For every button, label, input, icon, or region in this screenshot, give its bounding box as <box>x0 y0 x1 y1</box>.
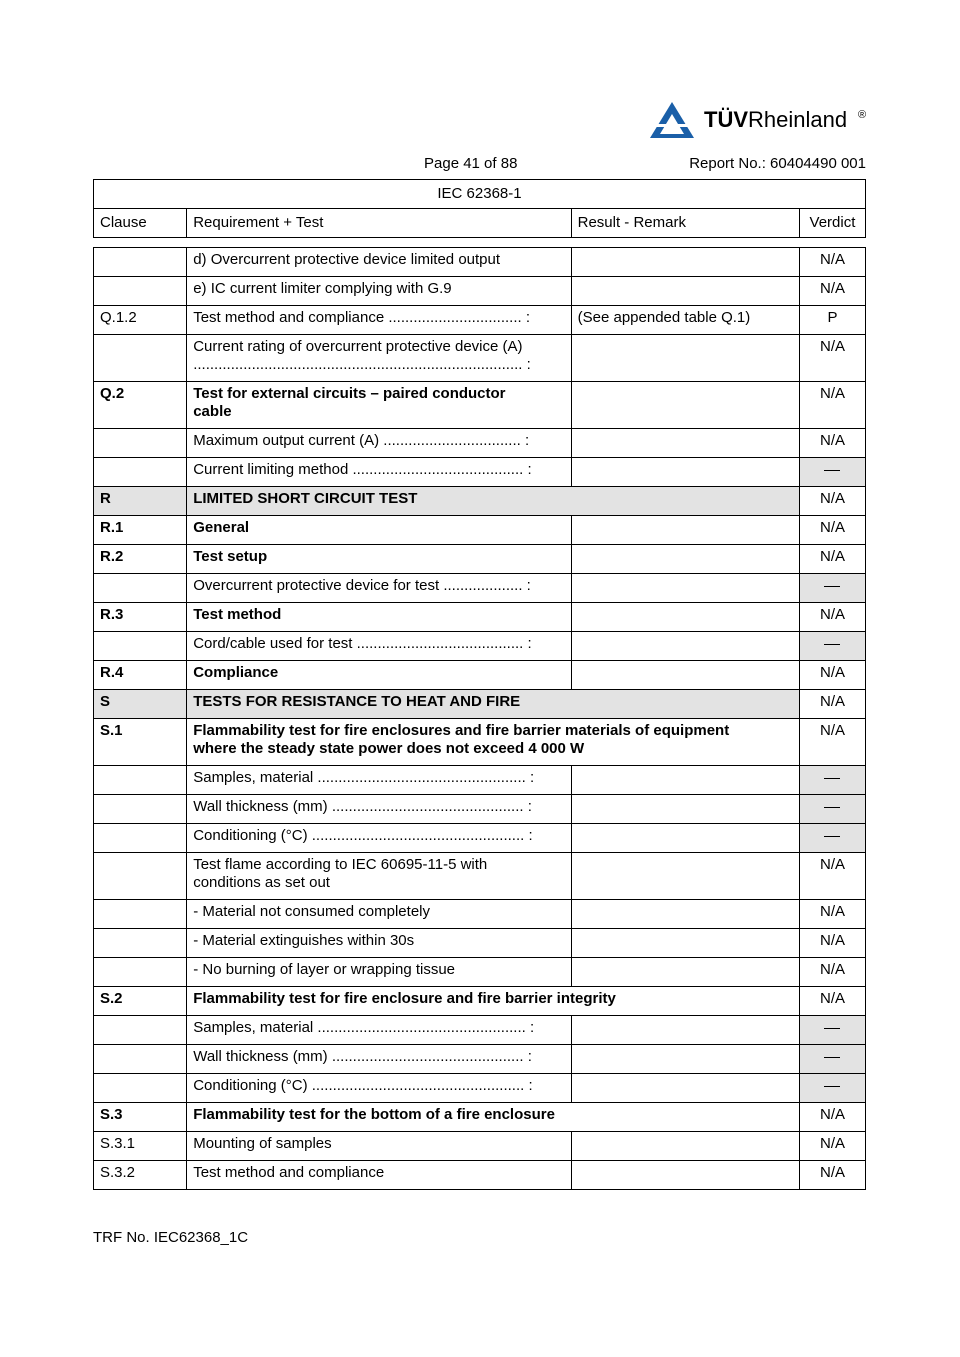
dash-icon <box>824 1086 840 1087</box>
verdict-cell: N/A <box>799 719 865 766</box>
header-table <box>93 179 866 238</box>
table-row <box>94 1161 866 1190</box>
requirement-text: - No burning of layer or wrapping tissue <box>193 961 456 978</box>
table-row <box>94 1103 866 1132</box>
clause-cell: S.3.1 <box>94 1132 187 1161</box>
table-row <box>94 795 866 824</box>
dash-icon <box>824 1028 840 1029</box>
table-row <box>94 545 866 574</box>
verdict-dash-cell <box>799 1016 865 1045</box>
verdict-cell: N/A <box>799 603 865 632</box>
requirement-cell <box>187 574 571 603</box>
table-row <box>94 516 866 545</box>
result-cell <box>571 1074 799 1103</box>
requirement-cell <box>187 690 800 719</box>
result-cell <box>571 1161 799 1190</box>
result-cell <box>571 248 799 277</box>
table-row <box>94 248 866 277</box>
verdict-dash-cell <box>799 458 865 487</box>
requirement-cell <box>187 766 571 795</box>
clause-cell <box>94 900 187 929</box>
result-cell <box>571 766 799 795</box>
clause-cell <box>94 1016 187 1045</box>
requirement-cell <box>187 632 571 661</box>
requirement-text: Overcurrent protective device for test ................... : <box>193 577 531 594</box>
dash-icon <box>824 644 840 645</box>
verdict-cell: N/A <box>799 1132 865 1161</box>
verdict-dash-cell <box>799 824 865 853</box>
verdict-cell: N/A <box>799 277 865 306</box>
result-cell <box>571 382 799 429</box>
requirement-text: Samples, material .................................................. : <box>193 1019 535 1036</box>
clause-cell <box>94 248 187 277</box>
verdict-dash-cell <box>799 766 865 795</box>
requirement-text: TESTS FOR RESISTANCE TO HEAT AND FIRE <box>193 693 521 710</box>
clause-cell: S.2 <box>94 987 187 1016</box>
requirement-text: Test method and compliance <box>193 1164 385 1181</box>
verdict-cell: N/A <box>799 487 865 516</box>
clause-cell <box>94 277 187 306</box>
requirement-text: Conditioning (°C) ................................................... : <box>193 827 533 844</box>
requirement-text: Current limiting method ......................................... : <box>193 461 532 478</box>
table-row <box>94 987 866 1016</box>
clause-cell <box>94 335 187 382</box>
clause-cell <box>94 795 187 824</box>
table-row <box>94 335 866 382</box>
requirement-cell <box>187 545 571 574</box>
clause-cell: S <box>94 690 187 719</box>
table-row <box>94 1045 866 1074</box>
requirement-cell <box>187 987 800 1016</box>
verdict-cell: N/A <box>799 248 865 277</box>
requirement-cell <box>187 1103 800 1132</box>
clause-cell: Q.1.2 <box>94 306 187 335</box>
requirement-text: Mounting of samples <box>193 1135 332 1152</box>
col-requirement-header: Requirement + Test <box>187 209 571 238</box>
requirement-text: Test setup <box>193 548 268 565</box>
logo-text-bold: TÜV <box>704 107 748 132</box>
trf-number: TRF No. IEC62368_1C <box>93 1229 249 1246</box>
clause-cell <box>94 1045 187 1074</box>
verdict-cell: N/A <box>799 661 865 690</box>
table-row <box>94 929 866 958</box>
report-number: Report No.: 60404490 001 <box>689 155 866 172</box>
verdict-cell: N/A <box>799 516 865 545</box>
requirement-text: Test method and compliance ................................ : <box>193 309 531 326</box>
dash-icon <box>824 586 840 587</box>
result-cell <box>571 277 799 306</box>
requirement-text: Wall thickness (mm) .............................................. : <box>193 798 532 815</box>
requirement-cell <box>187 900 571 929</box>
result-cell <box>571 335 799 382</box>
requirement-text-line2: ............................................................................... : <box>193 356 531 373</box>
requirement-text: - Material extinguishes within 30s <box>193 932 415 949</box>
table-row <box>94 853 866 900</box>
requirement-text-line2: where the steady state power does not exceed 4 000 W <box>193 740 585 757</box>
requirement-cell <box>187 1016 571 1045</box>
clause-cell: S.3 <box>94 1103 187 1132</box>
requirement-text: Test for external circuits – paired conductor <box>193 385 506 402</box>
requirement-cell <box>187 335 571 382</box>
requirement-text: Flammability test for fire enclosures and fire barrier materials of equipment <box>193 722 730 739</box>
table-row <box>94 824 866 853</box>
requirement-text: Compliance <box>193 664 279 681</box>
result-cell: (See appended table Q.1) <box>571 306 799 335</box>
requirement-text: Cord/cable used for test ........................................ : <box>193 635 532 652</box>
verdict-cell: N/A <box>799 987 865 1016</box>
requirement-cell <box>187 1045 571 1074</box>
table-row <box>94 382 866 429</box>
requirement-text-line2: cable <box>193 403 232 420</box>
table-row <box>94 429 866 458</box>
table-row <box>94 306 866 335</box>
verdict-dash-cell <box>799 1074 865 1103</box>
table-row <box>94 1074 866 1103</box>
clause-cell <box>94 766 187 795</box>
clause-cell: S.1 <box>94 719 187 766</box>
result-cell <box>571 632 799 661</box>
col-verdict-header: Verdict <box>799 209 865 238</box>
requirement-text: Test method <box>193 606 282 623</box>
result-cell <box>571 795 799 824</box>
requirement-cell <box>187 853 571 900</box>
result-cell <box>571 458 799 487</box>
requirement-cell <box>187 382 571 429</box>
requirement-cell <box>187 603 571 632</box>
requirement-cell <box>187 958 571 987</box>
logo-text <box>704 107 847 133</box>
clause-cell <box>94 853 187 900</box>
requirement-text-line2: conditions as set out <box>193 874 330 891</box>
table-row <box>94 1016 866 1045</box>
table-row <box>94 603 866 632</box>
requirement-cell <box>187 277 571 306</box>
result-cell <box>571 574 799 603</box>
requirement-cell <box>187 929 571 958</box>
clause-cell <box>94 929 187 958</box>
result-cell <box>571 824 799 853</box>
verdict-dash-cell <box>799 1045 865 1074</box>
result-cell <box>571 516 799 545</box>
result-cell <box>571 1016 799 1045</box>
result-cell <box>571 1132 799 1161</box>
verdict-cell: N/A <box>799 900 865 929</box>
table-row <box>94 487 866 516</box>
requirement-text: Conditioning (°C) ................................................... : <box>193 1077 533 1094</box>
col-clause-header: Clause <box>94 209 187 238</box>
requirement-cell <box>187 458 571 487</box>
verdict-cell: N/A <box>799 545 865 574</box>
requirement-text: Test flame according to IEC 60695-11-5 with <box>193 856 488 873</box>
requirements-table <box>93 247 866 1190</box>
requirement-text: d) Overcurrent protective device limited output <box>193 251 501 268</box>
clause-cell <box>94 958 187 987</box>
requirement-cell <box>187 429 571 458</box>
col-result-header: Result - Remark <box>571 209 799 238</box>
requirement-text: General <box>193 519 250 536</box>
table-row <box>94 1132 866 1161</box>
verdict-cell: N/A <box>799 1161 865 1190</box>
verdict-cell: N/A <box>799 1103 865 1132</box>
page-number: Page 41 of 88 <box>424 155 518 172</box>
clause-cell: R.4 <box>94 661 187 690</box>
verdict-cell: N/A <box>799 929 865 958</box>
table-row <box>94 690 866 719</box>
verdict-dash-cell <box>799 795 865 824</box>
verdict-dash-cell <box>799 574 865 603</box>
clause-cell <box>94 632 187 661</box>
clause-cell <box>94 574 187 603</box>
requirement-cell <box>187 795 571 824</box>
verdict-cell: N/A <box>799 853 865 900</box>
dash-icon <box>824 836 840 837</box>
requirement-text: Flammability test for the bottom of a fire enclosure <box>193 1106 555 1123</box>
clause-cell: R.3 <box>94 603 187 632</box>
requirement-cell <box>187 487 800 516</box>
requirement-cell <box>187 516 571 545</box>
requirement-cell <box>187 1132 571 1161</box>
clause-cell <box>94 458 187 487</box>
dash-icon <box>824 470 840 471</box>
verdict-dash-cell <box>799 632 865 661</box>
triangle-logo-icon <box>648 100 696 140</box>
table-row <box>94 766 866 795</box>
tuv-rheinland-logo <box>648 100 868 140</box>
requirement-text: Maximum output current (A) ................................. : <box>193 432 530 449</box>
table-row <box>94 719 866 766</box>
requirement-text: Wall thickness (mm) .............................................. : <box>193 1048 532 1065</box>
requirement-text: Samples, material .................................................. : <box>193 769 535 786</box>
table-row <box>94 574 866 603</box>
result-cell <box>571 429 799 458</box>
dash-icon <box>824 1057 840 1058</box>
requirement-text: LIMITED SHORT CIRCUIT TEST <box>193 490 418 507</box>
verdict-cell: N/A <box>799 429 865 458</box>
dash-icon <box>824 778 840 779</box>
table-row <box>94 277 866 306</box>
requirement-cell <box>187 306 571 335</box>
clause-cell: S.3.2 <box>94 1161 187 1190</box>
clause-cell <box>94 429 187 458</box>
clause-cell <box>94 1074 187 1103</box>
table-row <box>94 958 866 987</box>
clause-cell <box>94 824 187 853</box>
result-cell <box>571 603 799 632</box>
verdict-cell: N/A <box>799 958 865 987</box>
requirement-text: Flammability test for fire enclosure and fire barrier integrity <box>193 990 616 1007</box>
result-cell <box>571 853 799 900</box>
result-cell <box>571 661 799 690</box>
requirement-text: e) IC current limiter complying with G.9 <box>193 280 452 297</box>
standard-title: IEC 62368-1 <box>94 180 866 209</box>
clause-cell: R.2 <box>94 545 187 574</box>
clause-cell: R.1 <box>94 516 187 545</box>
result-cell <box>571 545 799 574</box>
table-row <box>94 458 866 487</box>
requirement-cell <box>187 824 571 853</box>
logo-text-regular: Rheinland <box>748 107 848 132</box>
requirement-cell <box>187 719 800 766</box>
verdict-cell: N/A <box>799 382 865 429</box>
dash-icon <box>824 807 840 808</box>
requirement-text: Current rating of overcurrent protective device (A) <box>193 338 523 355</box>
requirement-text: - Material not consumed completely <box>193 903 430 920</box>
verdict-cell: N/A <box>799 335 865 382</box>
table-row <box>94 632 866 661</box>
verdict-cell: P <box>799 306 865 335</box>
clause-cell: R <box>94 487 187 516</box>
requirements-rows <box>94 248 866 1190</box>
clause-cell: Q.2 <box>94 382 187 429</box>
result-cell <box>571 900 799 929</box>
table-row <box>94 900 866 929</box>
verdict-cell: N/A <box>799 690 865 719</box>
table-row <box>94 661 866 690</box>
registered-mark: ® <box>858 109 867 121</box>
requirement-cell <box>187 1161 571 1190</box>
requirement-cell <box>187 661 571 690</box>
requirement-cell <box>187 1074 571 1103</box>
requirement-cell <box>187 248 571 277</box>
result-cell <box>571 929 799 958</box>
result-cell <box>571 958 799 987</box>
result-cell <box>571 1045 799 1074</box>
